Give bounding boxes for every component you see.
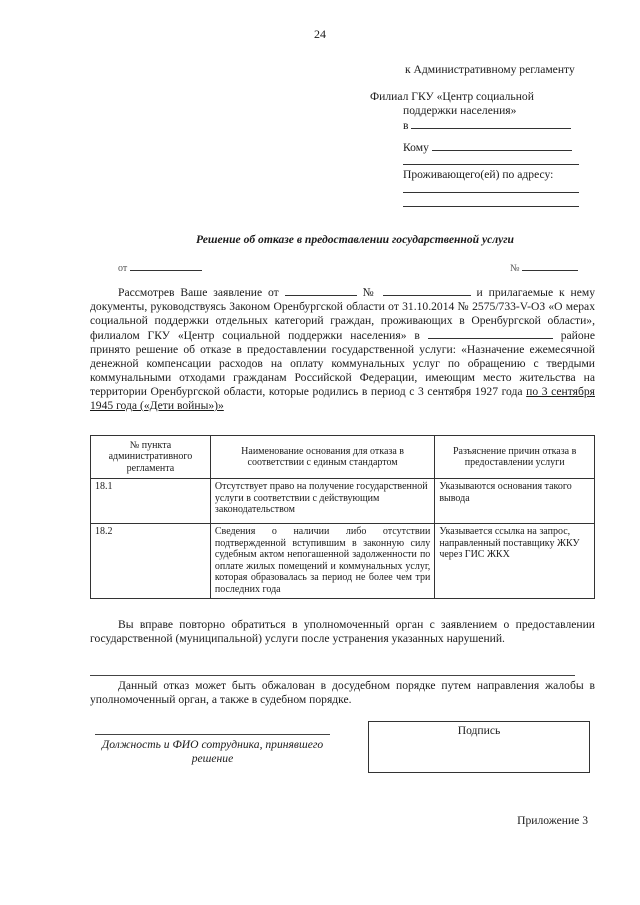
address-field-2 xyxy=(403,196,579,207)
table-header-row xyxy=(91,436,595,479)
addressee-block xyxy=(370,63,605,210)
document-title: Решение об отказе в предоставлении государственной услуги xyxy=(196,233,514,246)
residing-label: Проживающего(ей) по адресу: xyxy=(403,168,554,181)
decision-number-field xyxy=(522,260,578,271)
table-row xyxy=(91,524,595,599)
branch-name-line2: поддержки населения» xyxy=(403,104,517,117)
recipient-field xyxy=(432,140,572,151)
application-number-field xyxy=(383,285,471,296)
page-number: 24 xyxy=(314,27,326,41)
separator-line xyxy=(90,675,575,676)
decision-body xyxy=(90,285,595,413)
decision-date-line xyxy=(118,260,202,276)
recipient-label: Кому xyxy=(403,141,429,154)
decision-paragraph: Рассмотрев Ваше заявление от № и прилагаемые к нему документы, руководствуясь Законом Оренбургской области от 31.10.2014 № 2575/733-V-ОЗ «О мерах социальной поддержки отдельных категорий граждан, проживающих в Оренбургской области», филиалом ГКУ «Центр социальной поддержки населения» в районе принято решение об отказе в предоставлении государственной услуги: «Назначение ежемесячной денежной компенсации расходов на оплату коммунальных услуг по обращению с твердыми коммунальными отходами гражданам Российской Федерации, имеющим место жительства на территории Оренбургской области, которые родились в период с 3 сентября 1927 года по 3 сентября 1945 года («Дети войны»)» xyxy=(90,286,596,412)
signature-box xyxy=(368,721,590,773)
table-row xyxy=(91,479,595,524)
recipient-field-extra xyxy=(403,154,579,165)
number-label: № xyxy=(510,263,520,274)
row-explanation: Указываются основания такого вывода xyxy=(435,479,595,524)
in-prefix: в xyxy=(403,119,409,132)
official-label: Должность и ФИО сотрудника, принявшего решение xyxy=(101,738,324,765)
address-field-1 xyxy=(403,182,579,193)
signature-label: Подпись xyxy=(457,724,501,737)
row-clause-number: 18.2 xyxy=(91,524,211,599)
date-label: от xyxy=(118,263,128,274)
reapply-notice: Вы вправе повторно обратиться в уполномоченный орган с заявлением о предоставлении государственной (муниципальной) услуги после устранения указанных нарушений. xyxy=(90,618,595,645)
decision-number-line xyxy=(510,260,578,276)
header-clause-number: № пункта административного регламента xyxy=(91,436,211,479)
application-date-field xyxy=(285,285,357,296)
row-reason: Отсутствует право на получение государственной услуги в соответствии с действующим законодательством xyxy=(210,479,434,524)
branch-location-field xyxy=(411,118,571,129)
row-reason: Сведения о наличии либо отсутствии подтвержденной вступившим в законную силу судебным актом непогашенной задолженности по оплате жилых помещений и коммунальных услуг, которая образовалась за период не более чем три последних года xyxy=(210,524,434,599)
header-reason: Наименование основания для отказа в соответствии с единым стандартом xyxy=(210,436,434,479)
recipient-line xyxy=(403,140,605,154)
regulation-reference: к Административному регламенту xyxy=(405,63,575,76)
row-clause-number: 18.1 xyxy=(91,479,211,524)
header-explanation: Разъяснение причин отказа в предоставлении услуги xyxy=(435,436,595,479)
official-signature-line xyxy=(95,734,330,735)
branch-location-line xyxy=(403,118,605,132)
decision-date-field xyxy=(130,260,202,271)
appendix-label: Приложение 3 xyxy=(517,814,588,827)
district-field xyxy=(428,328,553,339)
appeal-notice: Данный отказ может быть обжалован в досудебном порядке путем направления жалобы в уполномоченный орган, а также в судебном порядке. xyxy=(90,679,595,706)
row-explanation: Указывается ссылка на запрос, направленный поставщику ЖКУ через ГИС ЖКХ xyxy=(435,524,595,599)
refusal-reasons-table xyxy=(90,435,595,599)
branch-name-line1: Филиал ГКУ «Центр социальной xyxy=(370,90,534,103)
